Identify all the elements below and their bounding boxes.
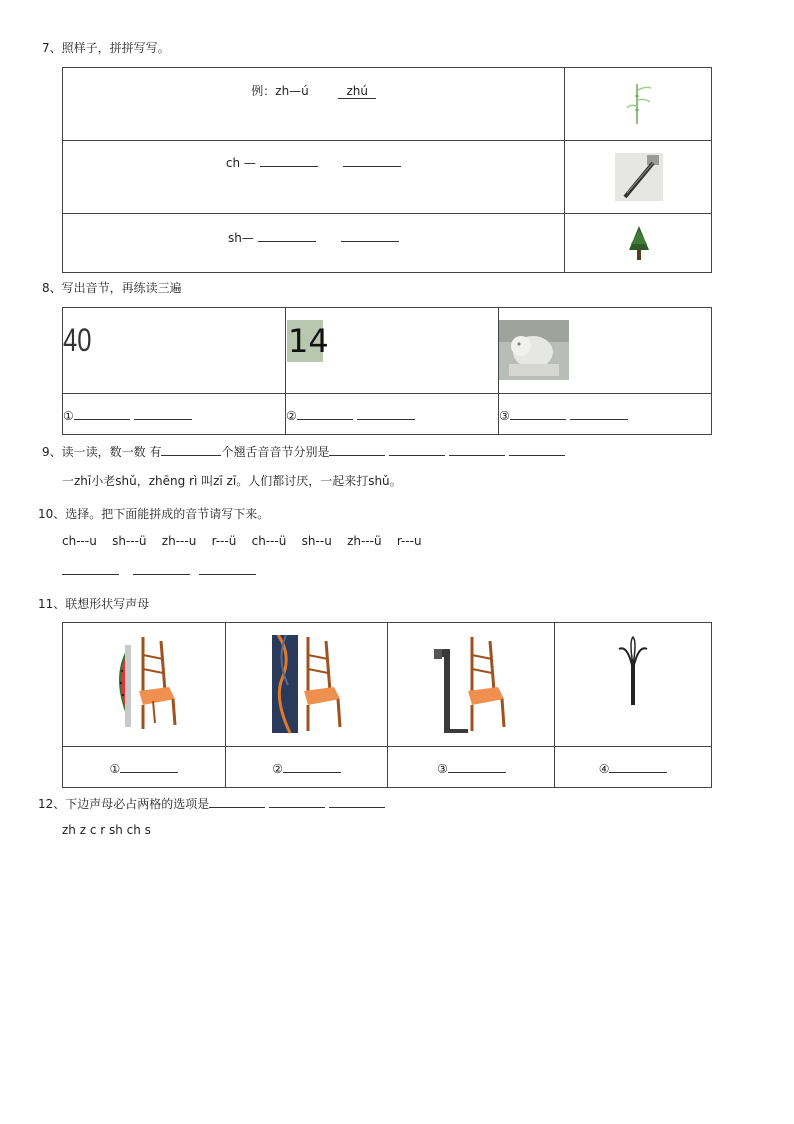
q11-image-cell-1 xyxy=(63,623,226,747)
q7-row2-cell xyxy=(63,141,565,214)
circled-number: ③ xyxy=(499,409,510,423)
q11-table xyxy=(62,622,712,788)
blank[interactable] xyxy=(283,761,341,773)
hook-chair-icon xyxy=(432,635,508,735)
q7-title: 7、照样子，拼拼写写。 xyxy=(42,41,170,55)
q7-table xyxy=(62,67,712,273)
q8-image-cell-1 xyxy=(63,308,286,394)
bamboo-icon xyxy=(625,82,653,124)
q11-answer-cell-1 xyxy=(63,747,226,788)
blank[interactable] xyxy=(329,796,385,808)
hammer-image xyxy=(565,141,712,214)
circled-number: ③ xyxy=(436,762,448,776)
q8-table xyxy=(62,307,712,435)
number-fourteen: 14 xyxy=(288,322,329,360)
blank[interactable] xyxy=(199,563,256,575)
blank[interactable] xyxy=(329,444,385,456)
q10-options xyxy=(62,534,422,548)
circled-number: ② xyxy=(272,762,283,776)
q8-answer-cell-1 xyxy=(63,394,286,435)
blank[interactable] xyxy=(120,761,178,773)
blank[interactable] xyxy=(570,408,628,420)
q7-example-prefix: 例：zh—ú xyxy=(251,84,309,98)
option: zh---u xyxy=(161,534,197,548)
q8-title: 8、写出音节，再练读三遍 xyxy=(42,281,182,295)
option: sh---ü xyxy=(112,534,147,548)
circled-number: ② xyxy=(286,409,297,423)
q11-answer-cell-2 xyxy=(225,747,388,788)
option: r---ü xyxy=(211,534,237,548)
blank[interactable] xyxy=(62,563,119,575)
q8-answer-cell-3 xyxy=(499,394,712,435)
blank[interactable] xyxy=(357,408,415,420)
blank[interactable] xyxy=(448,761,506,773)
q8-answer-cell-2 xyxy=(286,394,499,435)
blank[interactable] xyxy=(449,444,505,456)
tree-image xyxy=(565,214,712,273)
blank[interactable] xyxy=(269,796,325,808)
blank[interactable] xyxy=(297,408,353,420)
q9-title-part-2: 个翘舌音音节分别是 xyxy=(221,445,330,459)
option: zh---ü xyxy=(347,534,382,548)
tree-icon xyxy=(627,226,651,260)
q9-title xyxy=(42,443,565,460)
option: r---u xyxy=(396,534,422,548)
q9-title-part-1: 9、读一读，数一数 有 xyxy=(42,445,162,459)
blank[interactable] xyxy=(161,444,221,456)
bamboo-image xyxy=(565,68,712,141)
blank[interactable] xyxy=(260,155,318,167)
q7-row1-cell xyxy=(63,68,565,141)
q11-answer-cell-4 xyxy=(555,747,712,788)
circled-number: ① xyxy=(63,409,74,423)
q7-row2-prefix: ch — xyxy=(225,156,256,170)
blank[interactable] xyxy=(343,155,401,167)
watermelon-chair-icon xyxy=(113,635,185,731)
blank[interactable] xyxy=(389,444,445,456)
blank[interactable] xyxy=(134,408,192,420)
q12-options: zh z c r sh ch s xyxy=(62,823,151,837)
circled-number: ① xyxy=(109,762,121,776)
q11-image-cell-3 xyxy=(388,623,555,747)
blank[interactable] xyxy=(74,408,130,420)
q9-sentence: 一zhī小老shǔ，zhēng rì 叫zī zī。人们都讨厌，一起来打shǔ。 xyxy=(62,474,402,488)
blank[interactable] xyxy=(609,761,667,773)
q10-blanks xyxy=(62,563,256,578)
q11-answer-cell-3 xyxy=(388,747,555,788)
option: ch---ü xyxy=(251,534,287,548)
blank[interactable] xyxy=(133,563,190,575)
stone-lion-icon xyxy=(499,320,569,380)
q11-title: 11、联想形状写声母 xyxy=(38,597,150,611)
blank[interactable] xyxy=(509,444,565,456)
blank[interactable] xyxy=(209,796,265,808)
river-chair-icon xyxy=(272,635,344,735)
q8-image-cell-2 xyxy=(286,308,499,394)
blank[interactable] xyxy=(510,408,566,420)
q7-row3-prefix: sh— xyxy=(227,231,254,245)
q12-title xyxy=(38,795,385,812)
number-forty: 40 xyxy=(63,322,92,358)
blank[interactable] xyxy=(258,230,316,242)
q11-image-cell-2 xyxy=(225,623,388,747)
hammer-icon xyxy=(615,153,663,201)
q7-example-answer: zhú xyxy=(338,84,376,99)
blank[interactable] xyxy=(341,230,399,242)
q10-title: 10、选择。把下面能拼成的音节请写下来。 xyxy=(38,507,270,521)
circled-number: ④ xyxy=(598,762,610,776)
q8-image-cell-3 xyxy=(499,308,712,394)
q7-row3-cell xyxy=(63,214,565,273)
q12-title-text: 12、下边声母必占两格的选项是 xyxy=(38,797,210,811)
option: ch---u xyxy=(62,534,97,548)
option: sh--u xyxy=(301,534,332,548)
fountain-icon xyxy=(617,635,649,705)
q11-image-cell-4 xyxy=(555,623,712,747)
